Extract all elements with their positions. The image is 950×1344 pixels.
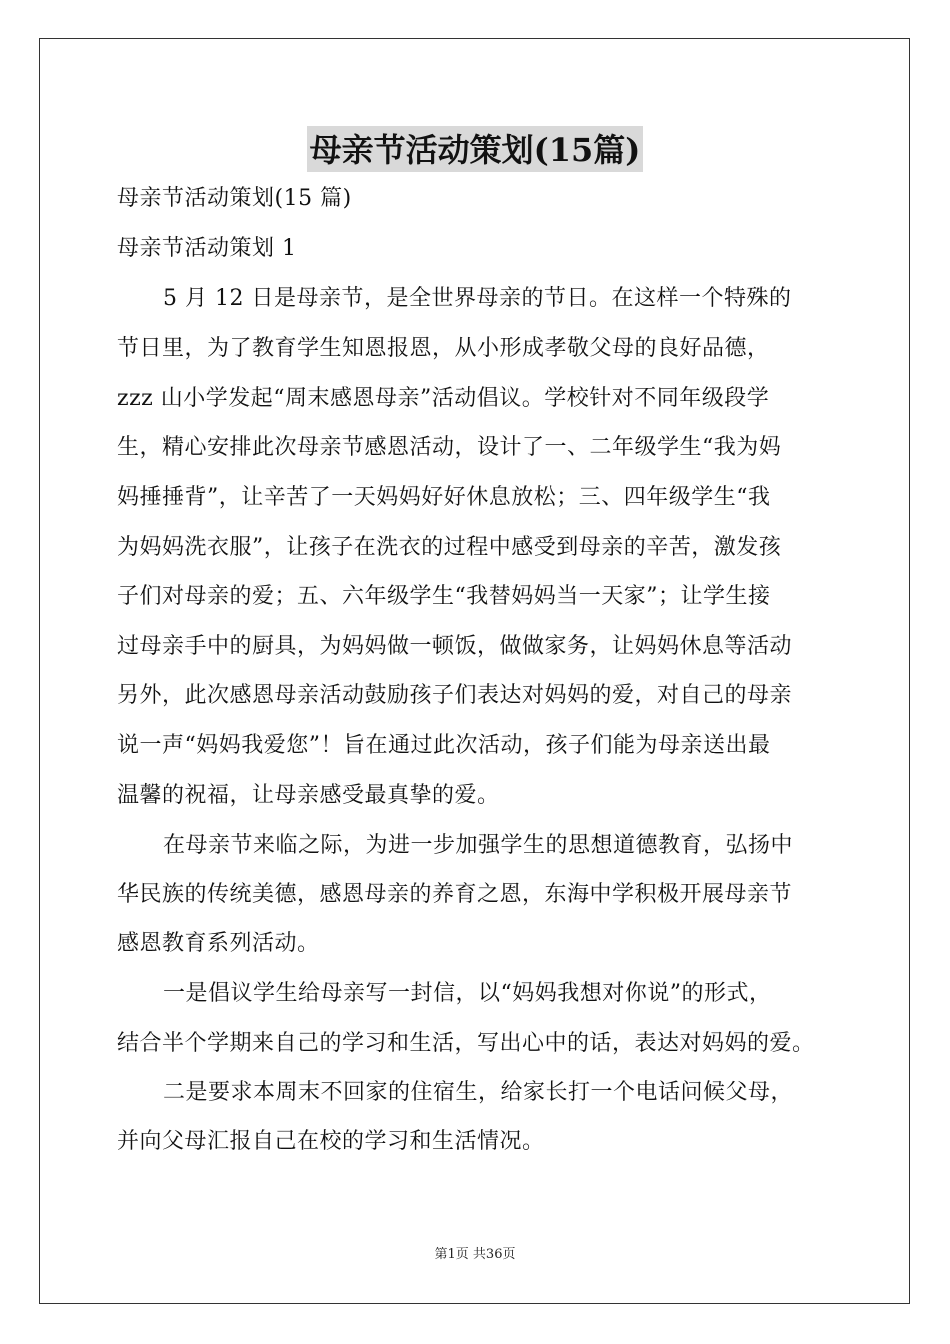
body-line: 在母亲节来临之际，为进一步加强学生的思想道德教育，弘扬中: [163, 833, 794, 858]
page-border: [39, 38, 910, 1304]
body-line: 结合半个学期来自己的学习和生活，写出心中的话，表达对妈妈的爱。: [117, 1031, 815, 1056]
page-footer: 第1页 共36页: [434, 1247, 516, 1262]
body-line: zzz 山小学发起“周末感恩母亲”活动倡议。学校针对不同年级段学: [117, 386, 770, 411]
body-line: 5 月 12 日是母亲节，是全世界母亲的节日。在这样一个特殊的: [163, 286, 792, 311]
body-line: 感恩教育系列活动。: [117, 931, 320, 956]
body-line: 二是要求本周末不回家的住宿生，给家长打一个电话问候父母，: [163, 1080, 794, 1105]
body-line: 一是倡议学生给母亲写一封信，以“妈妈我想对你说”的形式，: [163, 981, 772, 1006]
body-line: 过母亲手中的厨具，为妈妈做一顿饭，做做家务，让妈妈休息等活动: [117, 634, 793, 659]
body-line: 生，精心安排此次母亲节感恩活动，设计了一、二年级学生“我为妈: [117, 435, 782, 460]
body-line: 说一声“妈妈我爱您”！旨在通过此次活动，孩子们能为母亲送出最: [117, 733, 771, 758]
body-line: 为妈妈洗衣服”，让孩子在洗衣的过程中感受到母亲的辛苦，激发孩: [117, 535, 782, 560]
subtitle: 母亲节活动策划(15 篇): [117, 186, 352, 211]
document-title: 母亲节活动策划(15篇): [307, 126, 644, 172]
body-line: 华民族的传统美德，感恩母亲的养育之恩，东海中学积极开展母亲节: [117, 882, 793, 907]
body-line: 另外，此次感恩母亲活动鼓励孩子们表达对妈妈的爱，对自己的母亲: [117, 683, 793, 708]
body-line: 并向父母汇报自己在校的学习和生活情况。: [117, 1129, 545, 1154]
body-line: 妈捶捶背”，让辛苦了一天妈妈好好休息放松；三、四年级学生“我: [117, 485, 771, 510]
body-line: 温馨的祝福，让母亲感受最真挚的爱。: [117, 783, 500, 808]
body-line: 子们对母亲的爱；五、六年级学生“我替妈妈当一天家”；让学生接: [117, 584, 771, 609]
document-title-wrap: [0, 126, 950, 172]
section-heading: 母亲节活动策划 1: [117, 236, 297, 261]
body-line: 节日里，为了教育学生知恩报恩，从小形成孝敬父母的良好品德，: [117, 336, 770, 361]
